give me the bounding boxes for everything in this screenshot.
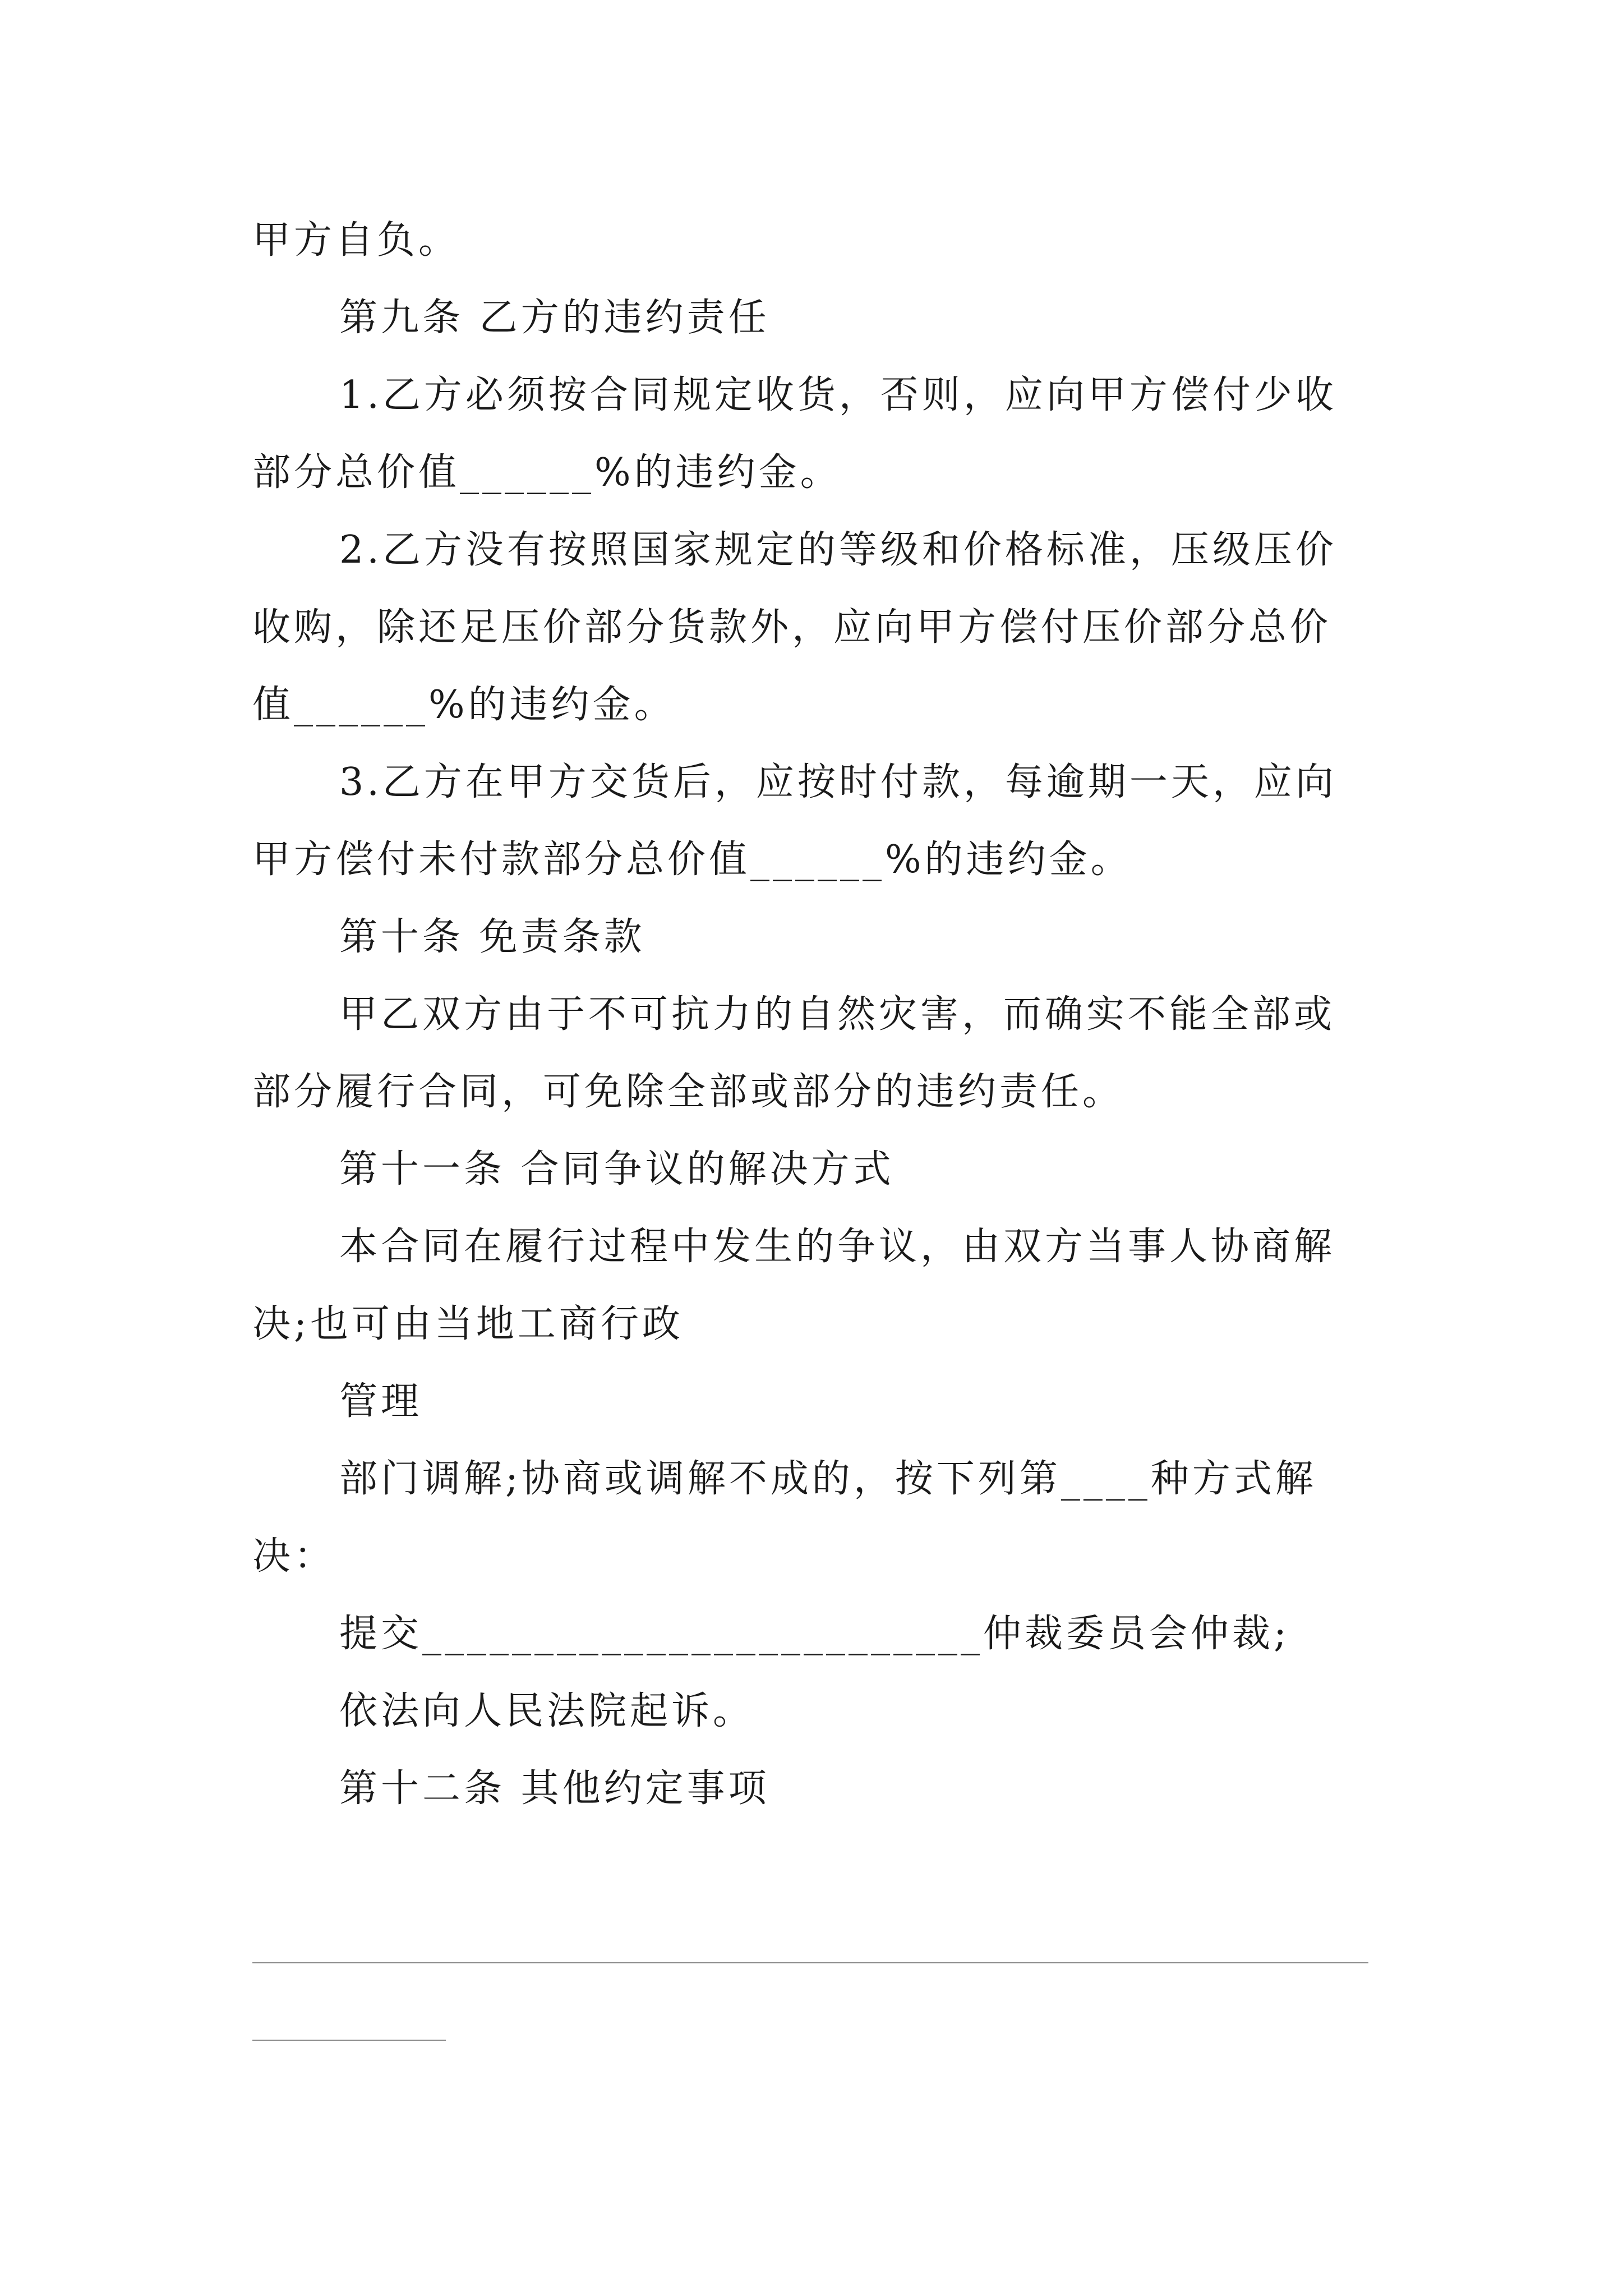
text-line: 甲方偿付未付款部分总价值______%的违约金。 xyxy=(252,838,1132,882)
text-line: 值______%的违约金。 xyxy=(252,683,676,727)
text-line: 甲乙双方由于不可抗力的自然灾害，而确实不能全部或 xyxy=(339,992,1336,1037)
article-heading: 第十二条 其他约定事项 xyxy=(339,1766,770,1811)
text-line: 1.乙方必须按合同规定收货，否则，应向甲方偿付少收 xyxy=(339,373,1337,417)
text-line: 部分履行合同，可免除全部或部分的违约责任。 xyxy=(252,1070,1124,1114)
text-line: 3.乙方在甲方交货后，应按时付款，每逾期一天，应向 xyxy=(339,760,1337,804)
text-line: 决;也可由当地工商行政 xyxy=(252,1302,684,1346)
article-heading: 第十一条 合同争议的解决方式 xyxy=(339,1147,895,1191)
text-line: 决： xyxy=(252,1534,336,1579)
text-line: 管理 xyxy=(339,1379,423,1424)
article-heading: 第九条 乙方的违约责任 xyxy=(339,296,770,340)
fill-in-line xyxy=(252,2040,446,2041)
text-line: 甲方自负。 xyxy=(252,218,460,263)
text-line: 依法向人民法院起诉。 xyxy=(339,1689,755,1733)
text-line: 本合同在履行过程中发生的争议，由双方当事人协商解 xyxy=(339,1225,1336,1269)
text-line: 部门调解;协商或调解不成的，按下列第____种方式解 xyxy=(339,1457,1317,1501)
fill-in-line xyxy=(252,1962,1368,1963)
article-heading: 第十条 免责条款 xyxy=(339,915,645,959)
text-line: 提交_________________________仲裁委员会仲裁; xyxy=(339,1612,1290,1656)
text-line: 部分总价值______%的违约金。 xyxy=(252,450,842,495)
text-line: 收购，除还足压价部分货款外，应向甲方偿付压价部分总价 xyxy=(252,605,1332,650)
text-line: 2.乙方没有按照国家规定的等级和价格标准，压级压价 xyxy=(339,528,1337,572)
